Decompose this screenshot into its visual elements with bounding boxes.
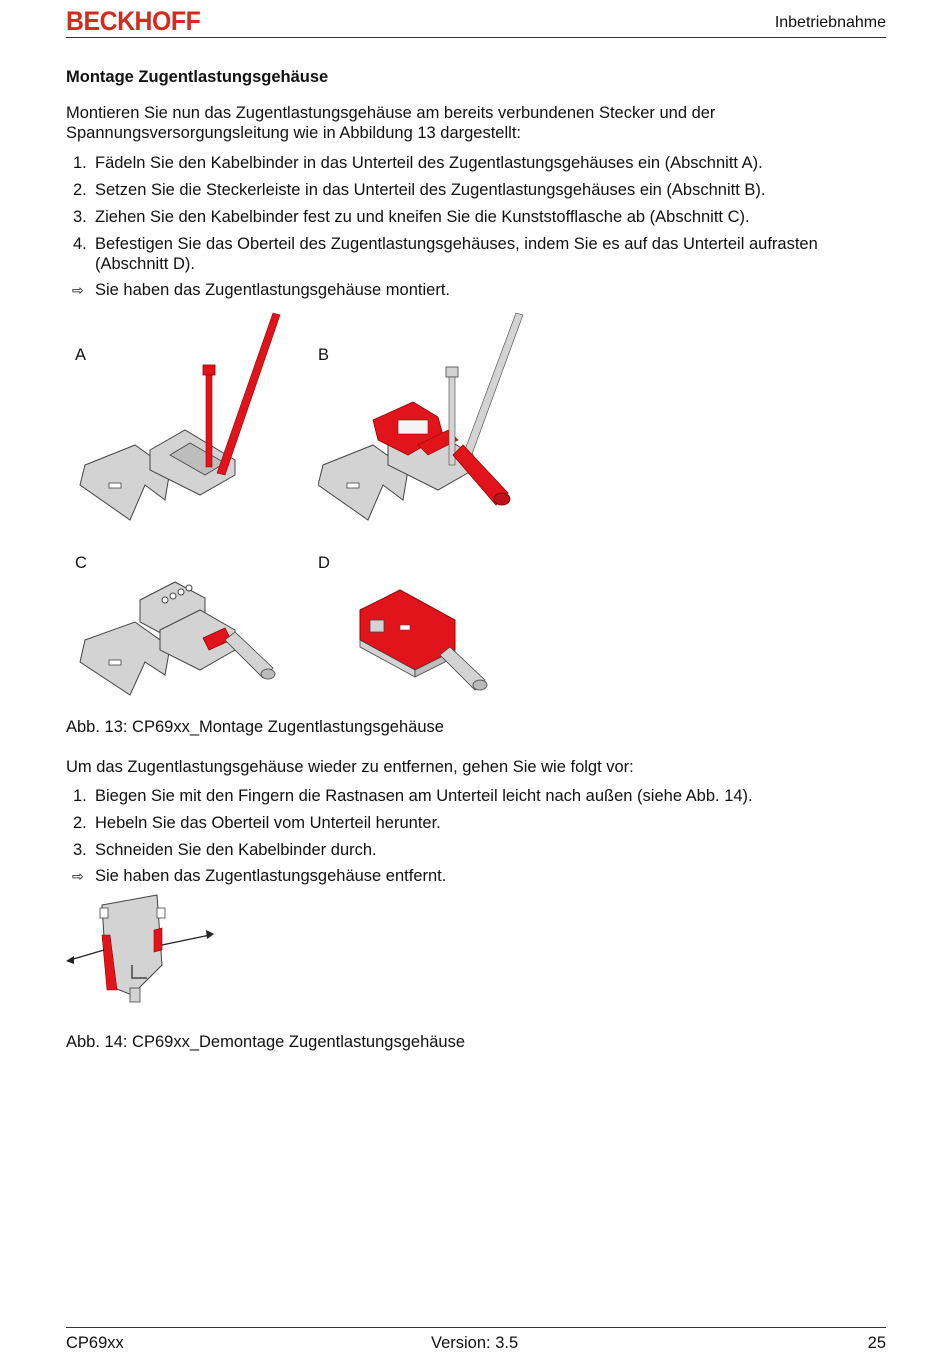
list-item: 2. Hebeln Sie das Oberteil vom Unterteil herunter. [73,814,441,832]
footer-product: CP69xx [66,1334,124,1352]
page-heading: Montage Zugentlastungsgehäuse [66,68,329,86]
figure-label-b: B [318,346,330,364]
footer-page-number: 25 [867,1334,886,1352]
footer-divider [66,1327,886,1328]
header-divider [66,37,886,38]
intro-paragraph: Montieren Sie nun das Zugentlastungsgehäuse am bereits verbundenen Stecker und der Spannungsversorgungsleitung wie in Abbildung 13 dargestellt: [66,104,716,142]
figure-13-step-b-illustration [318,305,538,525]
remove-intro-paragraph: Um das Zugentlastungsgehäuse wieder zu entfernen, gehen Sie wie folgt vor: [66,758,634,776]
figure-14-illustration [62,890,222,1010]
list-item: 1. Fädeln Sie den Kabelbinder in das Unterteil des Zugentlastungsgehäuses ein (Abschnitt A). [73,154,763,172]
result-arrow-icon: ⇨ [72,282,84,298]
figure-13-step-d-illustration [355,585,515,705]
figure-label-c: C [75,554,87,572]
remove-steps-list [66,786,886,867]
result-arrow-icon: ⇨ [72,868,84,884]
figure-label-a: A [75,346,87,364]
remove-result: ⇨ Sie haben das Zugentlastungsgehäuse entfernt. [72,867,447,885]
list-item: 4. Befestigen Sie das Oberteil des Zugentlastungsgehäuses, indem Sie es auf das Unterteil aufrasten (Abschnitt D). [73,235,818,273]
figure-label-d: D [318,554,330,572]
beckhoff-logo: BECKHOFF [66,6,201,36]
figure-13-caption: Abb. 13: CP69xx_Montage Zugentlastungsgehäuse [66,718,444,736]
list-item: 2. Setzen Sie die Steckerleiste in das Unterteil des Zugentlastungsgehäuses ein (Abschnitt B). [73,181,766,199]
list-item: 3. Ziehen Sie den Kabelbinder fest zu und kneifen Sie die Kunststofflasche ab (Abschnitt C). [73,208,750,226]
mount-result: ⇨ Sie haben das Zugentlastungsgehäuse montiert. [72,281,450,299]
footer-version: Version: 3.5 [431,1334,519,1352]
figure-14-caption: Abb. 14: CP69xx_Demontage Zugentlastungsgehäuse [66,1033,466,1051]
list-item: 1. Biegen Sie mit den Fingern die Rastnasen am Unterteil leicht nach außen (siehe Abb. 14). [73,787,753,805]
list-item: 3. Schneiden Sie den Kabelbinder durch. [73,841,377,859]
mount-steps-list [66,153,886,281]
figure-13-step-a-illustration [75,305,295,525]
section-title: Inbetriebnahme [774,14,886,31]
figure-13-step-c-illustration [75,570,295,710]
